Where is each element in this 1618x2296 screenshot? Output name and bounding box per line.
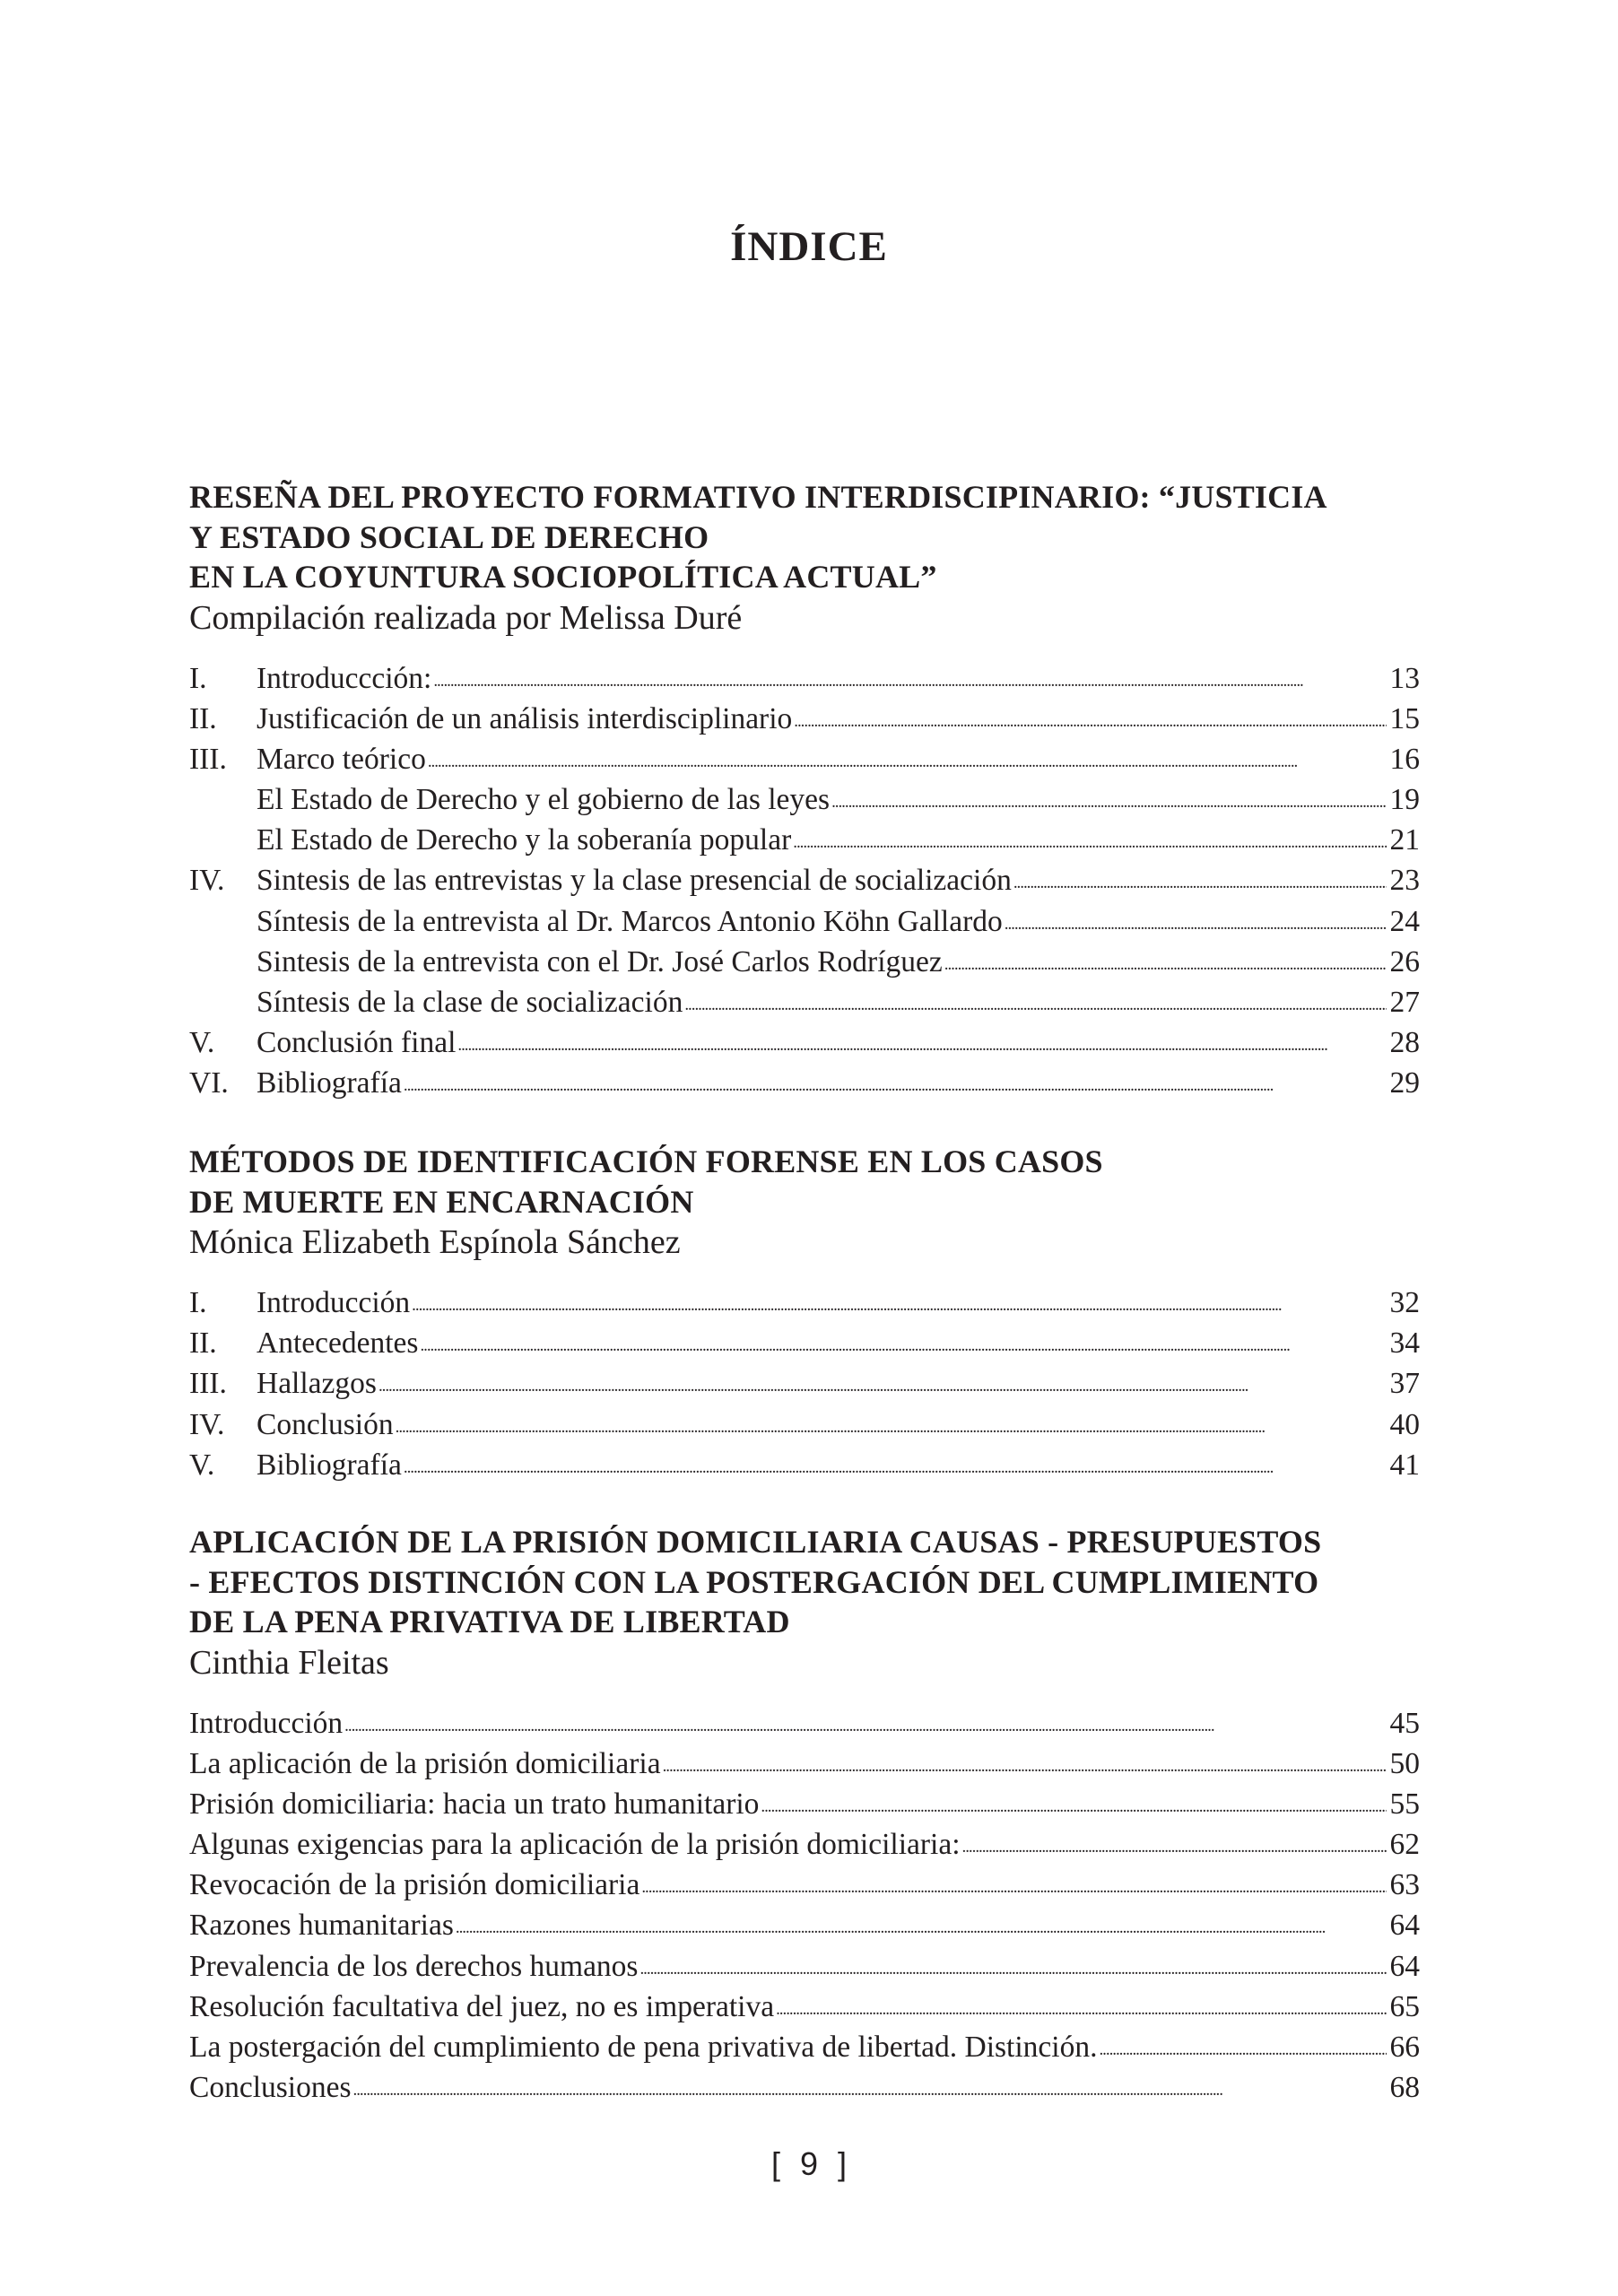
toc-entry-page: 21 [1389, 823, 1420, 857]
dot-leader [404, 1443, 1387, 1488]
toc-entry-label: Síntesis de la clase de socialización [257, 986, 683, 1019]
dot-leader [344, 1701, 1386, 1746]
toc-entry[interactable] [189, 1363, 1420, 1404]
toc-entry-label: Algunas exigencias para la aplicación de la prisión domiciliaria: [189, 1828, 961, 1862]
toc-entry-page: 26 [1389, 944, 1420, 978]
toc-entry[interactable] [189, 1063, 1420, 1103]
toc-entry-label: Bibliografía [257, 1448, 402, 1482]
toc-entry[interactable] [189, 820, 1420, 860]
section-heading-line: EN LA COYUNTURA SOCIOPOLÍTICA ACTUAL” [189, 559, 937, 595]
toc-entry-label: Sintesis de las entrevistas y la clase presencial de socialización [257, 864, 1012, 898]
toc-entry-page: 37 [1389, 1367, 1420, 1401]
toc-entry[interactable] [189, 1905, 1420, 1945]
section-heading-line: DE MUERTE EN ENCARNACIÓN [189, 1183, 694, 1220]
toc-entry-label: Hallazgos [257, 1367, 377, 1401]
dot-leader [793, 818, 1386, 863]
toc-entry-page: 19 [1389, 783, 1420, 817]
toc-entry[interactable] [189, 1445, 1420, 1485]
section-heading [189, 477, 1420, 597]
toc-entry-label: Síntesis de la entrevista al Dr. Marcos Antonio Köhn Gallardo [257, 904, 1003, 938]
toc-entry-label: Prevalencia de los derechos humanos [189, 1949, 639, 1983]
toc-entry-label: Conclusión [257, 1407, 394, 1441]
toc-entry-page: 29 [1389, 1066, 1420, 1100]
toc-section-2 [189, 1142, 1420, 1485]
toc-entry-page: 13 [1389, 661, 1420, 695]
dot-leader [456, 1903, 1387, 1948]
toc-entry-page: 23 [1389, 864, 1420, 898]
section-heading-line: APLICACIÓN DE LA PRISIÓN DOMICILIARIA CAUSAS - PRESUPUESTOS [189, 1524, 1322, 1560]
toc-section-3 [189, 1522, 1420, 2108]
toc-entry-number: II. [189, 1326, 217, 1361]
toc-entry[interactable] [189, 1946, 1420, 1987]
toc-entry-label: Justificación de un análisis interdisciplinario [257, 701, 793, 735]
toc-entry-number: V. [189, 1448, 215, 1482]
toc-entry-label: La aplicación de la prisión domiciliaria [189, 1746, 661, 1780]
dot-leader [944, 940, 1387, 985]
dot-leader [831, 778, 1386, 822]
toc-entry-page: 64 [1389, 1909, 1420, 1943]
toc-entry-number: V. [189, 1026, 215, 1060]
toc-entry-page: 24 [1389, 904, 1420, 938]
toc-entry[interactable] [189, 658, 1420, 699]
dot-leader [404, 1061, 1387, 1106]
toc-entry-label: Antecedentes [257, 1326, 419, 1361]
toc-entry-number: III. [189, 1367, 227, 1401]
dot-leader [420, 1321, 1386, 1366]
page-number-open-bracket: [ [770, 2145, 780, 2182]
toc-entry-page: 66 [1389, 2031, 1420, 2064]
toc-entry-number: II. [189, 701, 217, 735]
toc-entry-label: Conclusión final [257, 1026, 457, 1060]
dot-leader [776, 1985, 1386, 2030]
toc-entry-page: 15 [1389, 701, 1420, 735]
toc-entry[interactable] [189, 739, 1420, 779]
toc-entry-page: 68 [1389, 2071, 1420, 2105]
toc-entry-label: El Estado de Derecho y el gobierno de las leyes [257, 783, 831, 817]
dot-leader [962, 1822, 1387, 1867]
toc-entry[interactable] [189, 1703, 1420, 1744]
dot-leader [412, 1281, 1386, 1326]
toc-entry-page: 32 [1389, 1286, 1420, 1319]
toc-entry[interactable] [189, 2027, 1420, 2067]
toc-entry-page: 62 [1389, 1828, 1420, 1862]
dot-leader [1005, 900, 1387, 944]
toc-entry-number: I. [189, 661, 207, 695]
dot-leader [641, 1863, 1386, 1908]
dot-leader [639, 1944, 1386, 1989]
section-heading-line: RESEÑA DEL PROYECTO FORMATIVO INTERDISCIPINARIO: “JUSTICIA [189, 479, 1327, 515]
toc-entry[interactable] [189, 901, 1420, 942]
toc-entry-list [189, 1283, 1420, 1485]
section-heading [189, 1142, 1420, 1222]
section-author: Compilación realizada por Melissa Duré [189, 598, 743, 637]
dot-leader [794, 697, 1386, 742]
dot-leader [428, 737, 1387, 782]
dot-leader [1013, 858, 1387, 903]
toc-entry[interactable] [189, 1744, 1420, 1784]
toc-entry-label: Resolución facultativa del juez, no es imperativa [189, 1989, 775, 2023]
toc-entry-list [189, 658, 1420, 1104]
toc-entry-page: 27 [1389, 986, 1420, 1019]
toc-section-1 [189, 477, 1420, 1104]
toc-entry[interactable] [189, 1987, 1420, 2027]
dot-leader [433, 657, 1386, 701]
toc-entry[interactable] [189, 1784, 1420, 1824]
toc-entry-label: Prisión domiciliaria: hacia un trato humanitario [189, 1787, 760, 1821]
toc-entry-page: 50 [1389, 1746, 1420, 1780]
toc-entry[interactable] [189, 699, 1420, 739]
dot-leader [761, 1782, 1386, 1827]
page-number-close-bracket: ] [838, 2145, 848, 2182]
section-heading-line: DE LA PENA PRIVATIVA DE LIBERTAD [189, 1604, 790, 1639]
toc-entry[interactable] [189, 779, 1420, 820]
page-title: ÍNDICE [730, 223, 888, 270]
toc-entry-number: III. [189, 742, 227, 776]
toc-entry-label: Bibliografía [257, 1066, 402, 1100]
section-author: Cinthia Fleitas [189, 1643, 389, 1682]
section-heading-line: Y ESTADO SOCIAL DE DERECHO [189, 518, 709, 555]
toc-entry-page: 65 [1389, 1989, 1420, 2023]
dot-leader [1099, 2025, 1386, 2070]
toc-entry-number: VI. [189, 1066, 229, 1100]
toc-entry-label: Introduccción: [257, 661, 432, 695]
toc-entry-page: 16 [1389, 742, 1420, 776]
dot-leader [378, 1361, 1387, 1406]
dot-leader [457, 1021, 1386, 1065]
toc-entry[interactable] [189, 1865, 1420, 1905]
dot-leader [353, 2066, 1387, 2110]
toc-entry-page: 63 [1389, 1868, 1420, 1902]
toc-entry[interactable] [189, 1022, 1420, 1063]
toc-entry-label: Introducción [257, 1286, 411, 1319]
toc-entry-label: Introducción [189, 1706, 344, 1740]
dot-leader [663, 1742, 1387, 1787]
toc-entry-number: IV. [189, 864, 225, 898]
toc-entry-label: El Estado de Derecho y la soberanía popular [257, 823, 792, 857]
toc-entry-label: Conclusiones [189, 2071, 352, 2105]
toc-entry-list [189, 1703, 1420, 2109]
section-heading-line: MÉTODOS DE IDENTIFICACIÓN FORENSE EN LOS CASOS [189, 1144, 1103, 1179]
toc-entry-page: 34 [1389, 1326, 1420, 1361]
page-number [0, 2145, 1618, 2183]
toc-entry[interactable] [189, 982, 1420, 1022]
page-number-value: 9 [799, 2145, 819, 2182]
toc-entry-label: La postergación del cumplimiento de pena privativa de libertad. Distinción. [189, 2031, 1098, 2064]
toc-entry[interactable] [189, 2067, 1420, 2108]
toc-entry-label: Revocación de la prisión domiciliaria [189, 1868, 640, 1902]
toc-entry[interactable] [189, 860, 1420, 900]
section-heading [189, 1522, 1420, 1642]
toc-entry-label: Sintesis de la entrevista con el Dr. José Carlos Rodríguez [257, 944, 943, 978]
dot-leader [684, 980, 1386, 1025]
toc-entry-page: 40 [1389, 1407, 1420, 1441]
toc-entry-page: 41 [1389, 1448, 1420, 1482]
toc-entry-label: Razones humanitarias [189, 1909, 454, 1943]
toc-entry-number: I. [189, 1286, 207, 1319]
section-heading-line: - EFECTOS DISTINCIÓN CON LA POSTERGACIÓN DEL CUMPLIMIENTO [189, 1563, 1319, 1600]
dot-leader [396, 1403, 1387, 1448]
toc-entry-page: 64 [1389, 1949, 1420, 1983]
toc-entry-page: 28 [1389, 1026, 1420, 1060]
toc-entry[interactable] [189, 1405, 1420, 1445]
toc-entry[interactable] [189, 1824, 1420, 1865]
section-author: Mónica Elizabeth Espínola Sánchez [189, 1223, 681, 1261]
toc-entry-label: Marco teórico [257, 742, 426, 776]
toc-entry[interactable] [189, 942, 1420, 982]
toc-entry[interactable] [189, 1283, 1420, 1323]
toc-entry-page: 45 [1389, 1706, 1420, 1740]
toc-entry-page: 55 [1389, 1787, 1420, 1821]
toc-entry[interactable] [189, 1323, 1420, 1363]
toc-entry-number: IV. [189, 1407, 225, 1441]
